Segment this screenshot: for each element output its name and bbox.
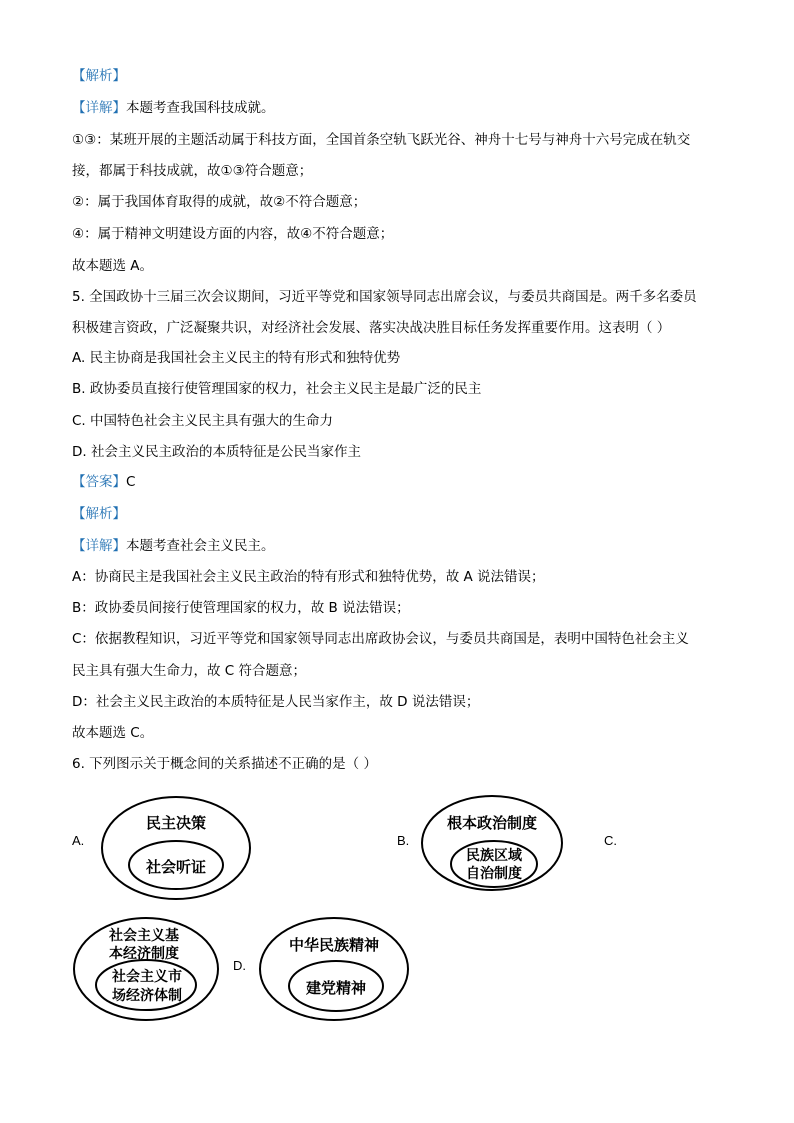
- q5-answer-value: C: [126, 474, 136, 490]
- q6-label-b: B.: [397, 833, 410, 848]
- q5-analysis-line-6: 故本题选 C。: [72, 725, 154, 741]
- q5-option-c: C. 中国特色社会主义民主具有强大的生命力: [72, 413, 334, 429]
- diagram-d-inner-label: 建党精神: [305, 979, 367, 997]
- q4-analysis-label: 【解析】: [72, 68, 126, 84]
- q4-analysis-line-1: ①③：某班开展的主题活动属于科技方面，全国首条空轨飞跃光谷、神舟十七号与神舟十六号完成在轨交: [72, 132, 691, 148]
- diagram-c: [70, 914, 226, 1024]
- diagram-d-outer-circle: [260, 918, 408, 1020]
- q5-answer: [72, 472, 135, 492]
- diagram-b-outer-label: 根本政治制度: [446, 814, 538, 832]
- q5-analysis-line-3: C：依据教程知识，习近平等党和国家领导同志出席政协会议，与委员共商国是，表明中国特色社会主义: [72, 631, 689, 647]
- q5-option-d: D. 社会主义民主政治的本质特征是公民当家作主: [72, 444, 361, 460]
- diagram-b-inner-label-1: 民族区域: [466, 848, 522, 864]
- q6-label-c: C.: [604, 833, 617, 848]
- q5-detail-tag: 【详解】: [72, 538, 126, 554]
- diagram-d-outer-label: 中华民族精神: [288, 936, 380, 954]
- diagram-a-outer-label: 民主决策: [145, 814, 207, 832]
- q6-label-a: A.: [72, 833, 85, 848]
- q4-analysis-line-4: ④：属于精神文明建设方面的内容，故④不符合题意；: [72, 226, 394, 242]
- diagram-c-inner-label-2: 场经济体制: [112, 988, 182, 1004]
- diagram-a: [98, 792, 258, 904]
- q5-option-b: B. 政协委员直接行使管理国家的权力，社会主义民主是最广泛的民主: [72, 381, 482, 397]
- q6-label-d: D.: [233, 958, 246, 973]
- q4-detail-text: 本题考查我国科技成就。: [126, 100, 275, 116]
- q5-analysis-line-1: A：协商民主是我国社会主义民主政治的特有形式和独特优势，故 A 说法错误；: [72, 569, 545, 585]
- q4-detail: [72, 98, 275, 118]
- q5-answer-tag: 【答案】: [72, 474, 126, 490]
- q4-analysis-line-5: 故本题选 A。: [72, 258, 154, 274]
- q5-analysis-line-4: 民主具有强大生命力，故 C 符合题意；: [72, 663, 307, 679]
- q4-analysis-line-2: 接，都属于科技成就，故①③符合题意；: [72, 163, 313, 179]
- q5-analysis-line-2: B：政协委员间接行使管理国家的权力，故 B 说法错误；: [72, 600, 410, 616]
- q5-detail-text: 本题考查社会主义民主。: [126, 538, 275, 554]
- diagram-a-inner-label: 社会听证: [145, 858, 207, 876]
- diagram-a-outer-circle: [102, 797, 250, 899]
- q4-detail-tag: 【详解】: [72, 100, 126, 116]
- diagram-c-inner-label-1: 社会主义市: [112, 969, 182, 985]
- diagram-d: [256, 914, 412, 1024]
- q5-analysis-line-5: D：社会主义民主政治的本质特征是人民当家作主，故 D 说法错误；: [72, 694, 480, 710]
- q5-option-a: A. 民主协商是我国社会主义民主的特有形式和独特优势: [72, 350, 401, 366]
- q6-stem: 6. 下列图示关于概念间的关系描述不正确的是（ ）: [72, 756, 377, 772]
- diagram-b-inner-label-2: 自治制度: [466, 866, 522, 882]
- q5-detail: [72, 536, 275, 556]
- q5-stem-line-2: 积极建言资政，广泛凝聚共识，对经济社会发展、落实决战决胜目标任务发挥重要作用。这表明（ ）: [72, 320, 671, 336]
- diagram-c-outer-label-1: 社会主义基: [109, 928, 179, 944]
- diagram-c-outer-label-2: 本经济制度: [109, 946, 179, 962]
- diagram-b: [418, 792, 568, 896]
- q5-stem-line-1: 5. 全国政协十三届三次会议期间，习近平等党和国家领导同志出席会议，与委员共商国是。两千多名委员: [72, 289, 697, 305]
- q4-analysis-line-3: ②：属于我国体育取得的成就，故②不符合题意；: [72, 194, 367, 210]
- q5-analysis-label: 【解析】: [72, 506, 126, 522]
